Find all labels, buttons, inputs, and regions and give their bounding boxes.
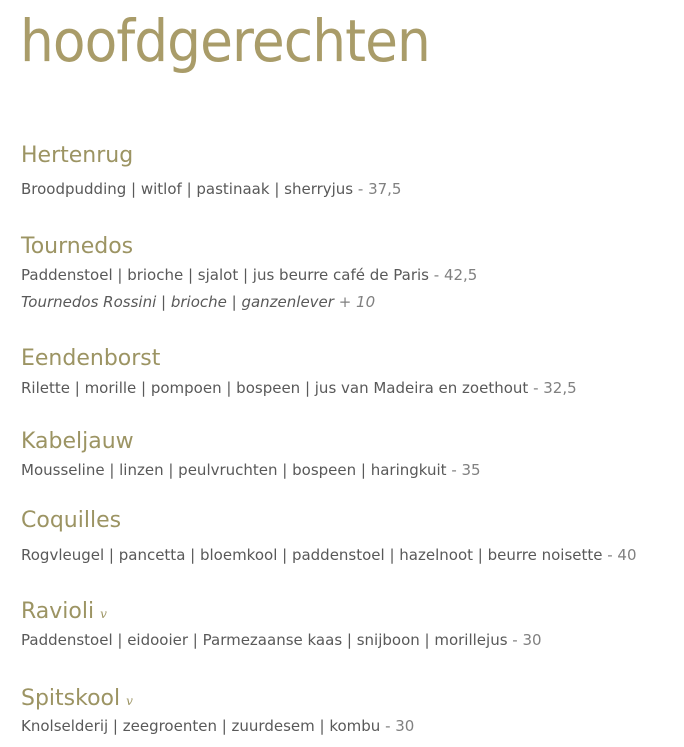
ingredients: Rilette | morille | pompoen | bospeen | jus van Madeira en zoethout — [21, 379, 529, 397]
ingredients: Knolselderij | zeegroenten | zuurdesem | kombu — [21, 717, 381, 735]
ingredients: Tournedos Rossini | brioche | ganzenlever — [21, 293, 334, 311]
dish-name: Spitskool — [21, 686, 121, 711]
price: + 10 — [333, 293, 376, 311]
page-title: hoofdgerechten — [20, 7, 430, 75]
dish-supplement — [21, 292, 375, 312]
dish-description — [21, 545, 637, 565]
dish-description — [21, 378, 577, 398]
dish-description — [21, 460, 481, 480]
price: - 35 — [446, 461, 481, 479]
ingredients: Mousseline | linzen | peulvruchten | bospeen | haringkuit — [21, 461, 447, 479]
vegetarian-icon: v — [100, 607, 107, 621]
dish-description — [21, 179, 401, 199]
dish-name: Ravioli — [21, 599, 95, 624]
dish-heading — [21, 599, 107, 627]
dish-heading — [21, 686, 133, 714]
ingredients: Paddenstoel | brioche | sjalot | jus beurre café de Paris — [21, 266, 429, 284]
dish-name: Kabeljauw — [21, 429, 134, 454]
ingredients: Rogvleugel | pancetta | bloemkool | paddenstoel | hazelnoot | beurre noisette — [21, 546, 603, 564]
dish-name: Hertenrug — [21, 143, 134, 168]
price: - 32,5 — [528, 379, 577, 397]
ingredients: Paddenstoel | eidooier | Parmezaanse kaas | snijboon | morillejus — [21, 631, 508, 649]
vegetarian-icon: v — [126, 694, 133, 708]
dish-description — [21, 265, 477, 285]
price: - 42,5 — [429, 266, 478, 284]
dish-description — [21, 716, 414, 736]
dish-name: Coquilles — [21, 508, 122, 533]
price: - 30 — [507, 631, 542, 649]
ingredients: Broodpudding | witlof | pastinaak | sherryjus — [21, 180, 354, 198]
price: - 30 — [380, 717, 415, 735]
dish-name: Eendenborst — [21, 346, 161, 371]
price: - 40 — [602, 546, 637, 564]
price: - 37,5 — [353, 180, 402, 198]
dish-description — [21, 630, 542, 650]
dish-name: Tournedos — [21, 234, 134, 259]
